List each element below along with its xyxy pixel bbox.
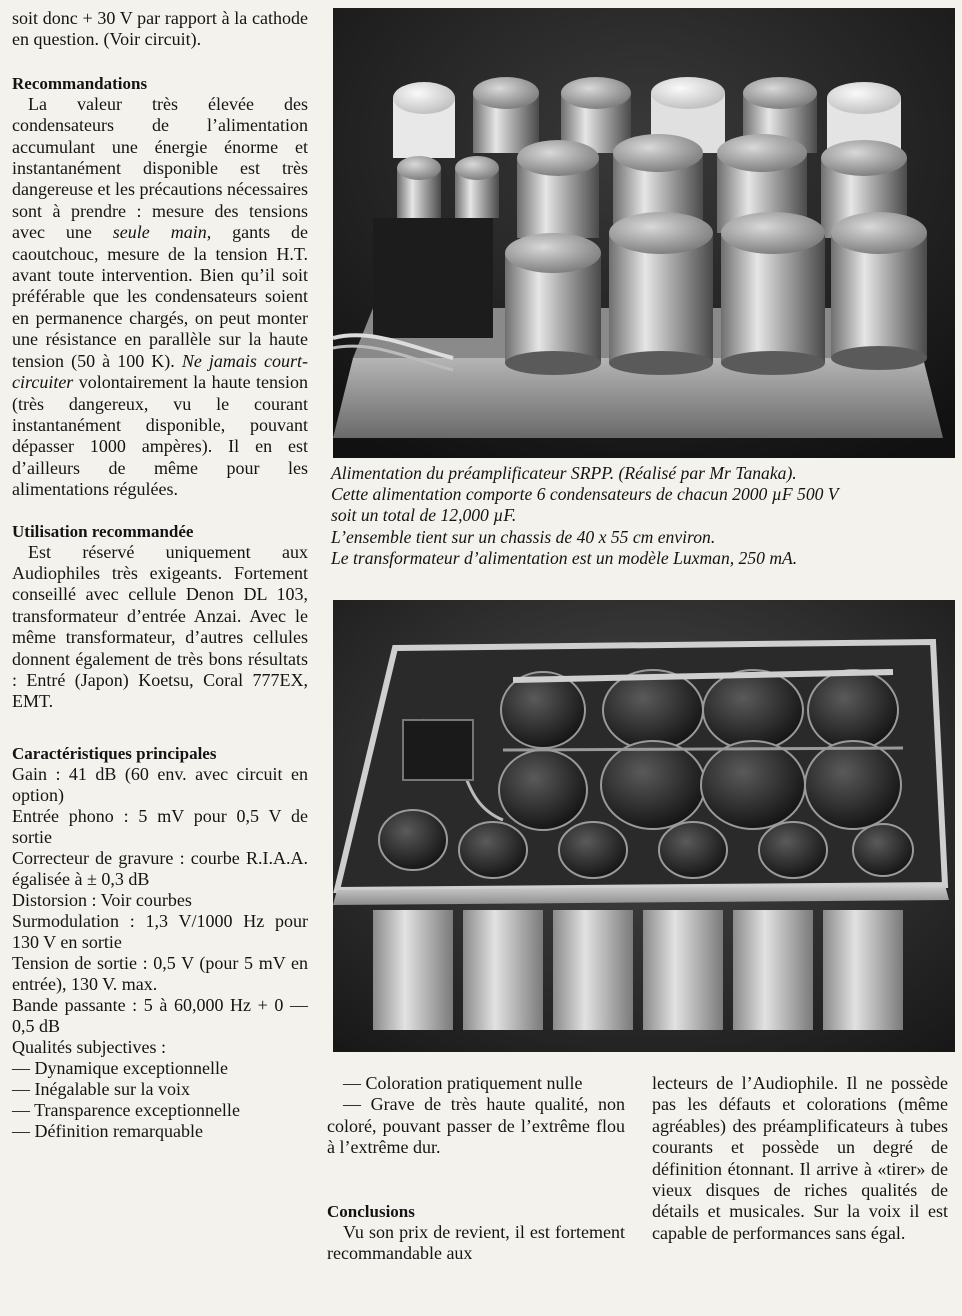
caption-line: soit un total de 12,000 µF.: [331, 505, 517, 526]
left-column: [12, 8, 308, 1142]
emphasis-ne-jamais: Ne jamais court-circuiter: [12, 350, 308, 393]
conclusions-paragraph: Vu son prix de revient, il est fortement recommandable aux: [327, 1221, 625, 1264]
spec-item: Surmodulation : 1,3 V/1000 Hz pour 130 V en sortie: [12, 910, 308, 952]
list-item: — Dynamique exceptionnelle: [12, 1057, 228, 1078]
photo-caption: [331, 463, 957, 569]
spec-item: Entrée phono : 5 mV pour 0,5 V de sortie: [12, 805, 308, 847]
spec-item: Qualités subjectives :: [12, 1036, 166, 1057]
right-column: [652, 1073, 948, 1244]
list-item: — Définition remarquable: [12, 1120, 203, 1141]
caption-line: L’ensemble tient sur un chassis de 40 x 55 cm environ.: [331, 526, 716, 547]
recommandations-heading: Recommandations: [12, 73, 148, 93]
caption-line: Le transformateur d’alimentation est un modèle Luxman, 250 mA.: [331, 547, 798, 568]
spec-item: Correcteur de gravure : courbe R.I.A.A. égalisée à ± 0,3 dB: [12, 847, 308, 889]
photo-power-supply-bottom: [333, 600, 955, 1052]
emphasis-seule-main: seule main,: [112, 222, 212, 243]
list-item: — Grave de très haute qualité, non coloré, pouvant passer de l’extrême flou à l’extrême dur.: [327, 1094, 625, 1158]
photo-power-supply-top: [333, 8, 955, 458]
caption-line: Alimentation du préamplificateur SRPP. (Réalisé par Mr Tanaka).: [331, 463, 797, 483]
list-item: — Transparence exceptionnelle: [12, 1099, 240, 1120]
intro-paragraph: soit donc + 30 V par rapport à la cathode en question. (Voir circuit).: [12, 8, 308, 50]
qualites-list: [12, 1058, 308, 1142]
spec-item: Distorsion : Voir courbes: [12, 889, 192, 910]
utilisation-paragraph: Est réservé uniquement aux Audiophiles très exigeants. Fortement conseillé avec cellule Denon DL 103, transformateur d’entrée Anzai. Avec le même transformateur, d’autres cellules donnent également de très bons résultats : Entré (Japon) Koetsu, Coral 777EX, EMT.: [12, 541, 308, 712]
utilisation-heading: Utilisation recommandée: [12, 521, 194, 541]
spec-list: [12, 764, 308, 1058]
caracteristiques-heading: Caractéristiques principales: [12, 743, 217, 763]
capacitor-bank-illustration: [333, 8, 955, 458]
middle-column: [327, 1073, 625, 1264]
spec-item: Bande passante : 5 à 60,000 Hz + 0 — 0,5 dB: [12, 994, 308, 1036]
list-item: — Inégalable sur la voix: [12, 1078, 190, 1099]
caption-line: Cette alimentation comporte 6 condensateurs de chacun 2000 µF 500 V: [331, 484, 839, 505]
conclusions-continued-paragraph: lecteurs de l’Audiophile. Il ne possède pas les défauts et colorations (même agréables) des préamplificateurs à tubes courants et possède un degré de définition étonnant. Il arrive à «tirer» de vieux disques de riches qualités de détails et musicales. Sur la voix il est capable de performances sans égal.: [652, 1073, 948, 1243]
list-item: — Coloration pratiquement nulle: [343, 1073, 583, 1093]
chassis-underside-illustration: [333, 600, 955, 1052]
recommandations-paragraph: La valeur très élevée des condensateurs de l’alimentation accumulant une énergie énorme et instantanément disponible est très dangereuse et les précautions nécessaires sont à prendre : mesure des tensions avec une seule main, gants de caoutchouc, mesure de la tension H.T. avant toute intervention. Bien qu’il soit préférable que les condensateurs soient en permanence chargés, on peut monter une résistance en parallèle sur la haute tension (50 à 100 K). Ne jamais court-circuiter volontairement la haute tension (très dangereux, vu le courant instantanément disponible, pouvant dépasser 1000 ampères). Il en est d’ailleurs de même pour les alimentations régulées.: [12, 93, 309, 500]
spec-item: Gain : 41 dB (60 env. avec circuit en option): [12, 763, 308, 805]
conclusions-heading: Conclusions: [327, 1201, 415, 1221]
spec-item: Tension de sortie : 0,5 V (pour 5 mV en entrée), 130 V. max.: [12, 952, 308, 994]
